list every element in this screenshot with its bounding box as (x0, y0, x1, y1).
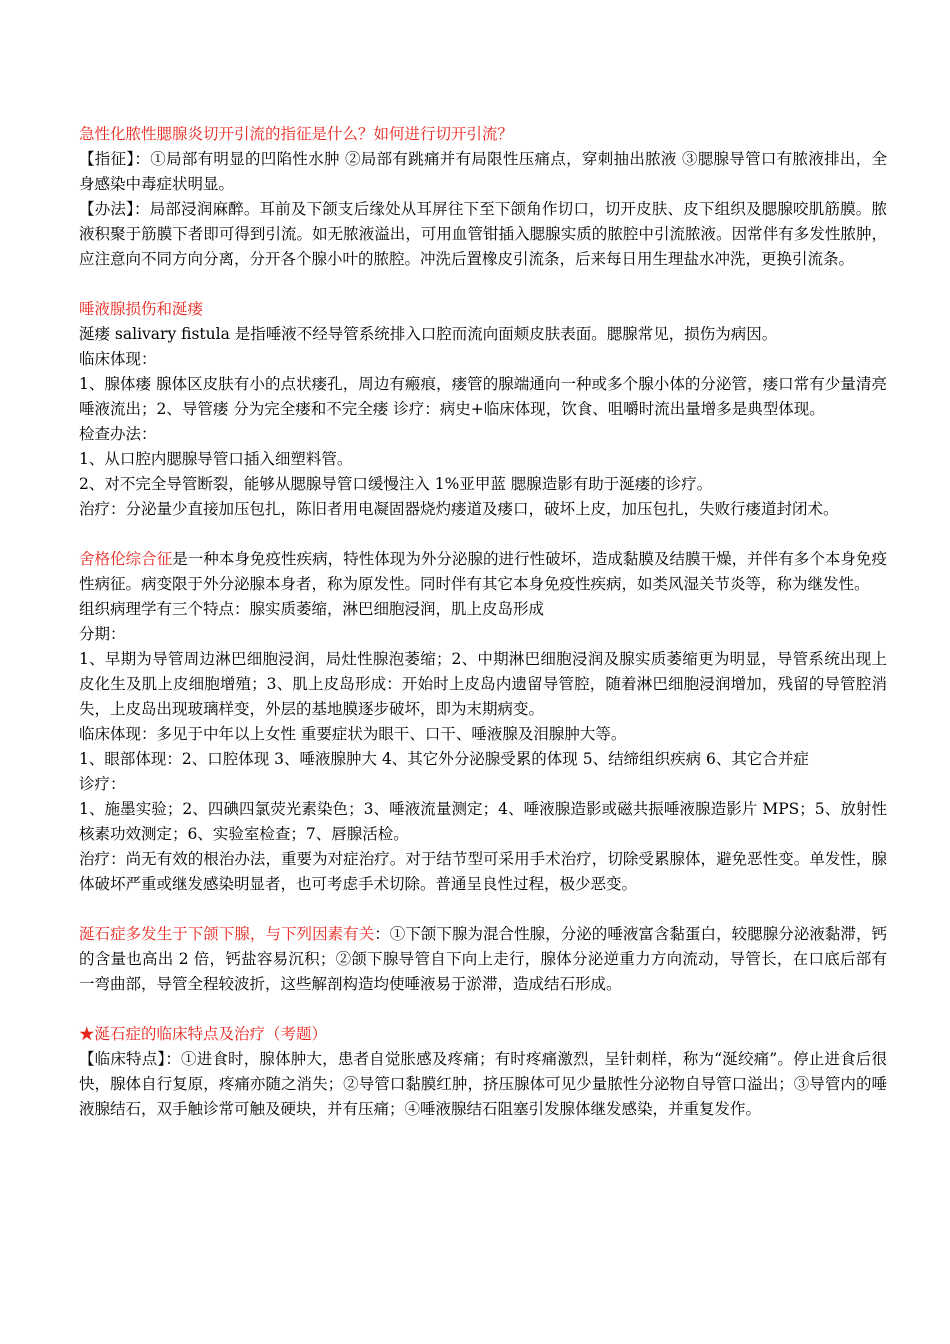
section-sialolithiasis-causes (79, 922, 887, 997)
paragraph: 检查办法： (79, 425, 157, 443)
paragraph: 1、施墨实验；2、四碘四氯荧光素染色；3、唾液流量测定；4、唾液腺造影或磁共振唾液腺造影片 MPS；5、放射性核素功效测定；6、实验室检查；7、唇腺活检。 (79, 800, 887, 843)
paragraph: 诊疗： (79, 775, 126, 793)
paragraph-indications: 【指征】：①局部有明显的凹陷性水肿 ②局部有跳痛并有局限性压痛点，穿刺抽出脓液 ③腮腺导管口有脓液排出，全身感染中毒症状明显。 (79, 150, 887, 193)
inline-heading: 涎石症多发生于下颌下腺，与下列因素有关 (79, 925, 375, 943)
paragraph: 1、早期为导管周边淋巴细胞浸润，局灶性腺泡萎缩；2、中期淋巴细胞浸润及腺实质萎缩更为明显，导管系统出现上皮化生及肌上皮细胞增殖；3、肌上皮岛形成：开始时上皮岛内遗留导管腔，随着淋巴细胞浸润增加，残留的导管腔消失，上皮岛出现玻璃样变，外层的基地膜逐步破坏，即为末期病变。 (79, 650, 887, 718)
paragraph-method: 【办法】：局部浸润麻醉。耳前及下颌支后缘处从耳屏往下至下颌角作切口，切开皮肤、皮下组织及腮腺咬肌筋膜。脓液积聚于筋膜下者即可得到引流。如无脓液溢出，可用血管钳插入腮腺实质的脓腔中引流脓液。因常伴有多发性脓肿，应注意向不同方向分离，分开各个腺小叶的脓腔。冲洗后置橡皮引流条，后来每日用生理盐水冲洗，更换引流条。 (79, 200, 887, 268)
section-heading: 急性化脓性腮腺炎切开引流的指征是什么？如何进行切开引流？ (79, 125, 514, 143)
paragraph: 涎瘘 salivary fistula 是指唾液不经导管系统排入口腔而流向面颊皮肤表面。腮腺常见，损伤为病因。 (79, 325, 778, 343)
paragraph: 治疗：尚无有效的根治办法，重要为对症治疗。对于结节型可采用手术治疗，切除受累腺体，避免恶性变。单发性，腺体破坏严重或继发感染明显者，也可考虑手术切除。普通呈良性过程，极少恶变。 (79, 850, 887, 893)
section-heading: ★涎石症的临床特点及治疗（考题） (79, 1025, 328, 1043)
paragraph: 1、眼部体现：2、口腔体现 3、唾液腺肿大 4、其它外分泌腺受累的体现 5、结缔组织疾病 6、其它合并症 (79, 750, 809, 768)
section-gap (79, 997, 887, 1022)
section-sialolithiasis-clinical (79, 1022, 887, 1122)
section-gap (79, 272, 887, 297)
section-gap (79, 897, 887, 922)
section-gap (79, 522, 887, 547)
paragraph-clinical-features: 【临床特点】：①进食时，腺体肿大，患者自觉胀感及疼痛；有时疼痛激烈，呈针刺样，称为“涎绞痛”。停止进食后很快，腺体自行复原，疼痛亦随之消失；②导管口黏膜红肿，挤压腺体可见少量脓性分泌物自导管口溢出；③导管内的唾液腺结石，双手触诊常可触及硬块，并有压痛；④唾液腺结石阻塞引发腺体继发感染，并重复发作。 (79, 1050, 887, 1118)
inline-heading: 舍格伦综合征 (79, 550, 173, 568)
section-sjogren (79, 547, 887, 897)
paragraph-intro (79, 922, 887, 997)
document-body (79, 122, 887, 1122)
paragraph-text: ：①下颌下腺为混合性腺，分泌的唾液富含黏蛋白，较腮腺分泌液黏滞，钙的含量也高出 2 倍，钙盐容易沉积；②颌下腺导管自下向上走行，腺体分泌逆重力方向流动，导管长，在口底后部有一弯曲部，导管全程较波折，这些解剖构造均使唾液易于淤滞，造成结石形成。 (79, 925, 887, 993)
paragraph: 治疗：分泌量少直接加压包扎，陈旧者用电凝固器烧灼瘘道及瘘口，破坏上皮，加压包扎，失败行瘘道封闭术。 (79, 500, 839, 518)
section-suppurative-parotitis (79, 122, 887, 272)
paragraph: 临床体现：多见于中年以上女性 重要症状为眼干、口干、唾液腺及泪腺肿大等。 (79, 725, 627, 743)
section-heading: 唾液腺损伤和涎瘘 (79, 300, 204, 318)
paragraph: 1、从口腔内腮腺导管口插入细塑料管。 (79, 450, 353, 468)
section-salivary-fistula (79, 297, 887, 522)
paragraph: 2、对不完全导管断裂，能够从腮腺导管口缓慢注入 1%亚甲蓝 腮腺造影有助于涎瘘的诊疗。 (79, 475, 713, 493)
paragraph-intro (79, 547, 887, 597)
paragraph-text: 是一种本身免疫性疾病，特性体现为外分泌腺的进行性破坏，造成黏膜及结膜干燥，并伴有多个本身免疫性病征。病变限于外分泌腺本身者，称为原发性。同时伴有其它本身免疫性疾病，如类风湿关节炎等，称为继发性。 (79, 550, 887, 593)
paragraph: 1、腺体瘘 腺体区皮肤有小的点状瘘孔，周边有瘢痕，瘘管的腺端通向一种或多个腺小体的分泌管，瘘口常有少量清亮唾液流出；2、导管瘘 分为完全瘘和不完全瘘 诊疗：病史+临床体现，饮食、咀嚼时流出量增多是典型体现。 (79, 375, 887, 418)
paragraph: 临床体现： (79, 350, 157, 368)
paragraph: 组织病理学有三个特点：腺实质萎缩，淋巴细胞浸润，肌上皮岛形成 (79, 600, 545, 618)
paragraph: 分期： (79, 625, 126, 643)
